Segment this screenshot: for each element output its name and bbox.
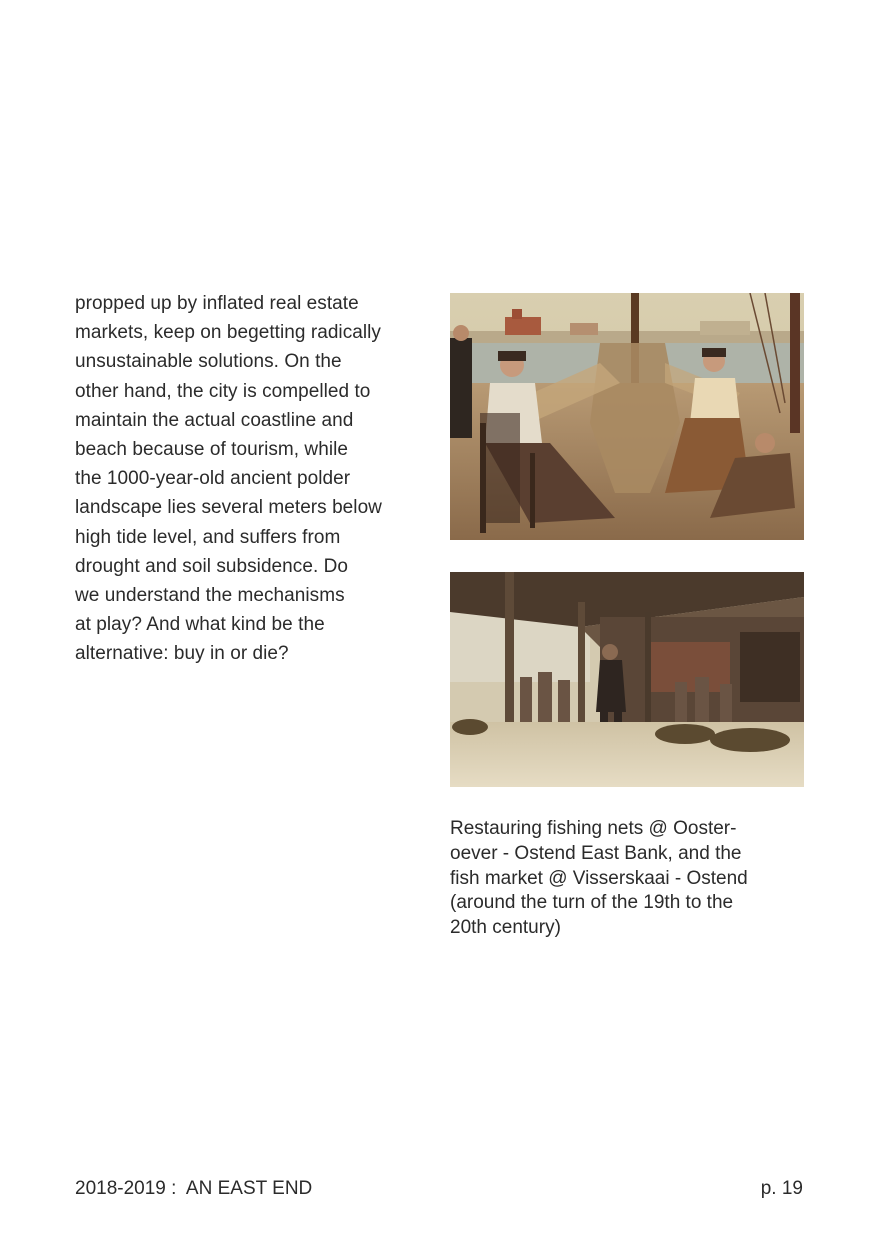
caption-line: fish market @ Visserskaai - Ostend: [450, 867, 748, 889]
body-text-line: maintain the actual coastline and: [75, 409, 354, 431]
body-text-line: unsustainable solutions. On the: [75, 351, 342, 373]
body-text-line: markets, keep on begetting radically: [75, 322, 381, 344]
body-text-line: other hand, the city is compelled to: [75, 380, 371, 402]
body-text-line: alternative: buy in or die?: [75, 643, 289, 665]
caption-line: Restauring fishing nets @ Ooster-: [450, 818, 737, 839]
fish-market-photo: [450, 572, 804, 787]
body-text-line: landscape lies several meters below: [75, 497, 382, 519]
body-text-line: high tide level, and suffers from: [75, 526, 341, 548]
fish-market-illustration: [450, 572, 804, 787]
body-text-line: at play? And what kind be the: [75, 614, 325, 636]
caption-line: 20th century): [450, 917, 561, 939]
caption-line: (around the turn of the 19th to the: [450, 892, 734, 914]
body-text: [75, 289, 430, 669]
body-text-line: drought and soil subsidence. Do: [75, 555, 349, 577]
body-text-line: we understand the mechanisms: [75, 585, 345, 607]
body-text-line: propped up by inflated real estate: [75, 293, 359, 314]
body-text-line: the 1000-year-old ancient polder: [75, 468, 351, 490]
fishing-nets-illustration: [450, 293, 804, 540]
fishing-nets-photo: [450, 293, 804, 540]
footer-title: 2018-2019 : AN EAST END: [75, 1178, 313, 1199]
body-text-line: beach because of tourism, while: [75, 439, 348, 461]
photo-caption: [450, 817, 810, 941]
caption-line: oever - Ostend East Bank, and the: [450, 842, 742, 864]
page-number: p. 19: [760, 1178, 803, 1199]
